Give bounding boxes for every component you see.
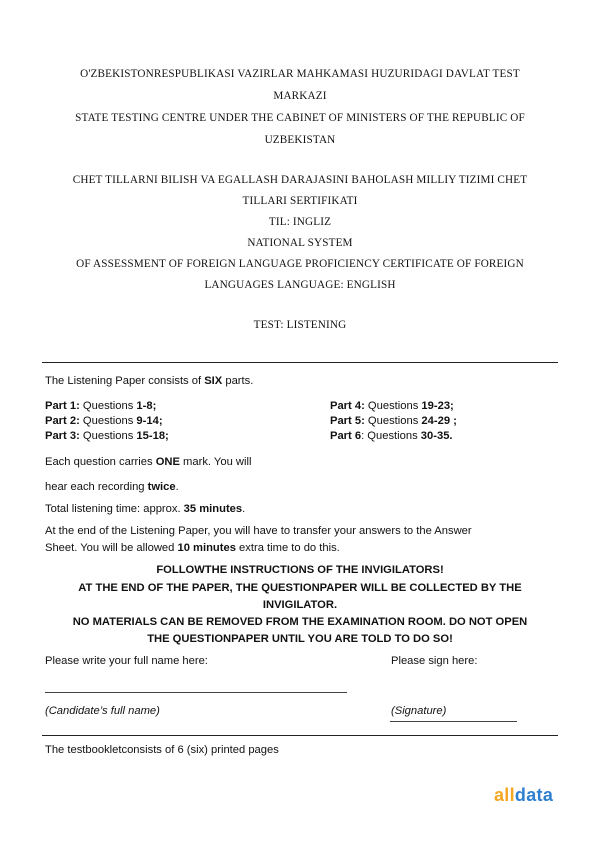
divider-bottom	[42, 735, 558, 736]
part-range: 19-23;	[421, 400, 454, 412]
part-1	[45, 400, 156, 412]
part-5	[330, 415, 457, 427]
header-line-7: TIL: INGLIZ	[268, 216, 332, 228]
name-prompt: Please write your full name here:	[45, 655, 208, 667]
header-line-6: TILLARI SERTIFIKATI	[242, 195, 358, 207]
transfer-line-1: At the end of the Listening Paper, you will have to transfer your answers to the Answer	[45, 525, 472, 537]
warning-line-4: NO MATERIALS CAN BE REMOVED FROM THE EXAMINATION ROOM. DO NOT OPEN	[72, 616, 528, 628]
part-2	[45, 415, 163, 427]
part-label: Part 5:	[330, 415, 365, 427]
warning-line-1: FOLLOWTHE INSTRUCTIONS OF THE INVIGILATORS!	[156, 564, 444, 576]
header-line-4: UZBEKISTAN	[264, 134, 336, 146]
header-line-2: MARKAZI	[273, 90, 327, 102]
header-line-5: CHET TILLARNI BILISH VA EGALLASH DARAJASINI BAHOLASH MILLIY TIZIMI CHET	[72, 174, 528, 186]
part-label: Part 6	[330, 430, 362, 442]
intro-text	[45, 375, 253, 387]
header-line-3: STATE TESTING CENTRE UNDER THE CABINET OF MINISTERS OF THE REPUBLIC OF	[75, 112, 525, 124]
transfer-suffix: extra time to do this.	[235, 542, 340, 554]
name-field-line[interactable]	[45, 692, 347, 693]
hear-suffix: .	[175, 481, 179, 493]
transfer-prefix: Sheet. You will be allowed	[45, 542, 178, 554]
part-range: 1-8;	[136, 400, 157, 412]
name-caption: (Candidate’s full name)	[45, 705, 160, 717]
part-range: 15-18;	[136, 430, 169, 442]
part-range: 9-14;	[136, 415, 163, 427]
part-6	[330, 430, 453, 442]
transfer-line-2	[45, 542, 340, 554]
header-line-8: NATIONAL SYSTEM	[247, 237, 353, 249]
time-suffix: .	[242, 503, 246, 515]
header-line-9: OF ASSESSMENT OF FOREIGN LANGUAGE PROFICIENCY CERTIFICATE OF FOREIGN	[76, 258, 524, 270]
part-3	[45, 430, 169, 442]
signature-field-line[interactable]	[390, 721, 517, 722]
part-text: : Questions	[361, 430, 421, 442]
part-label: Part 2:	[45, 415, 80, 427]
part-text: Questions	[364, 400, 422, 412]
sign-prompt: Please sign here:	[391, 655, 478, 667]
intro-suffix: parts.	[222, 375, 254, 387]
marks-text	[45, 456, 251, 468]
time-prefix: Total listening time: approx.	[45, 503, 184, 515]
part-text: Questions	[79, 415, 137, 427]
hear-prefix: hear each recording	[45, 481, 148, 493]
header-line-10: LANGUAGES LANGUAGE: ENGLISH	[204, 279, 396, 291]
part-text: Questions	[364, 415, 422, 427]
intro-prefix: The Listening Paper consists of	[45, 375, 205, 387]
header-line-1: O'ZBEKISTONRESPUBLIKASI VAZIRLAR MAHKAMASI HUZURIDAGI DAVLAT TEST	[80, 68, 520, 80]
transfer-bold: 10 minutes	[177, 542, 236, 554]
part-text: Questions	[79, 430, 137, 442]
test-title: TEST: LISTENING	[253, 319, 347, 331]
part-4	[330, 400, 454, 412]
sign-caption: (Signature)	[391, 705, 447, 717]
time-text	[45, 503, 245, 515]
divider-top	[42, 362, 558, 363]
logo-part-1: all	[494, 785, 515, 805]
warning-line-3: INVIGILATOR.	[262, 599, 338, 611]
part-label: Part 4:	[330, 400, 365, 412]
intro-bold: SIX	[204, 375, 223, 387]
part-text: Questions	[79, 400, 137, 412]
marks-bold: ONE	[155, 456, 180, 468]
marks-suffix: mark. You will	[179, 456, 252, 468]
time-bold: 35 minutes	[183, 503, 243, 515]
part-label: Part 1:	[45, 400, 80, 412]
footer-text: The testbookletconsists of 6 (six) printed pages	[45, 744, 279, 756]
part-range: 30-35.	[420, 430, 453, 442]
marks-prefix: Each question carries	[45, 456, 156, 468]
warning-line-2: AT THE END OF THE PAPER, THE QUESTIONPAPER WILL BE COLLECTED BY THE	[78, 582, 522, 594]
hear-bold: twice	[147, 481, 176, 493]
part-label: Part 3:	[45, 430, 80, 442]
hear-text	[45, 481, 179, 493]
logo-part-2: data	[514, 785, 554, 805]
warning-line-5: THE QUESTIONPAPER UNTIL YOU ARE TOLD TO DO SO!	[147, 633, 453, 645]
part-range: 24-29 ;	[421, 415, 457, 427]
alldata-logo	[494, 785, 553, 806]
